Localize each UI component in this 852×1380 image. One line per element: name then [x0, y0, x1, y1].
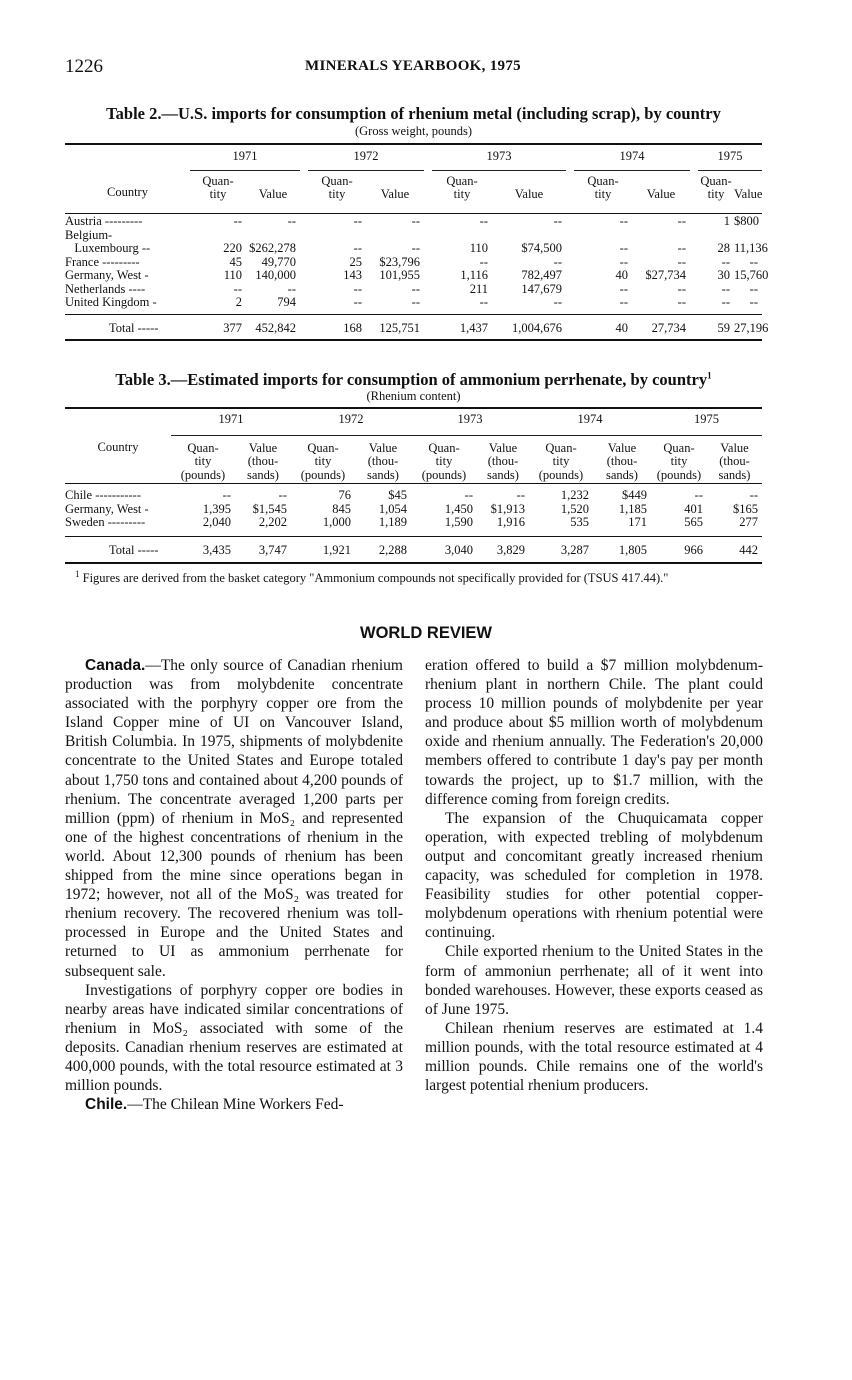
table2-data-cell: [632, 229, 690, 243]
table3-data-cell: 3,435: [202, 542, 231, 557]
table2-col-gap: [566, 296, 574, 310]
table2-data-cell: --: [353, 295, 362, 309]
table2-col-gap: [690, 215, 698, 229]
table2-qty-header: Quan- tity: [321, 173, 353, 201]
table2-country-cell: Netherlands ----: [65, 281, 146, 296]
left-paragraph: [65, 981, 403, 1096]
table2-col-gap: [424, 316, 432, 342]
running-title: MINERALS YEARBOOK, 1975: [305, 58, 521, 74]
table2-value-header: Value: [380, 186, 410, 201]
table2-col-gap: [566, 316, 574, 342]
table-row: [65, 503, 762, 517]
table2-col-gap: [566, 283, 574, 297]
table3-value-header: Value (thou- sands): [367, 440, 399, 482]
table3-data-cell: 2,040: [202, 515, 231, 529]
left-column: [65, 656, 403, 1114]
table2-col-gap: [424, 215, 432, 229]
table3-value-header: Value (thou- sands): [487, 440, 519, 482]
table2-country-cell: Luxembourg --: [65, 241, 151, 255]
table2-data-cell: 40: [615, 268, 628, 282]
right-paragraph: Chile exported rhenium to the United States in the form of ammoniun perrhenate; all of it went into bonded warehouses. However, these exports ceased as of June 1975.: [425, 943, 763, 1018]
table2-country-cell: Germany, West -: [65, 268, 149, 282]
table3-qty-header: Quan- tity (pounds): [180, 440, 226, 482]
table2-data-cell: --: [553, 295, 562, 309]
table-row: [65, 215, 762, 229]
table3-data-cell: $449: [622, 488, 647, 502]
table2-qty-header: Quan- tity: [202, 173, 234, 201]
table2-data-cell: $27,734: [645, 268, 686, 282]
table3-subtitle: (Rhenium content): [366, 389, 461, 403]
table3-data-cell: 3,040: [444, 542, 473, 557]
table2-col-gap: [690, 316, 698, 342]
table2-col-gap: [424, 296, 432, 310]
table3-data-cell: $165: [733, 501, 758, 516]
table3-data-cell: 3,747: [258, 542, 287, 557]
table2-title: Table 2.—U.S. imports for consumption of rhenium metal (including scrap), by country: [106, 104, 721, 123]
table3-data-cell: 1,395: [202, 501, 231, 516]
table2-data-cell: --: [411, 241, 420, 255]
table3-data-cell: 2,202: [258, 515, 287, 529]
table3-qty-header: Quan- tity (pounds): [538, 440, 584, 482]
table2-data-cell: [574, 229, 632, 243]
table2-data-cell: 49,770: [261, 254, 296, 269]
table3-data-cell: $1,913: [490, 501, 525, 516]
table2-data-cell: [366, 229, 424, 243]
table-row: [65, 242, 762, 256]
table2: [65, 149, 769, 342]
table3-data-cell: --: [749, 488, 758, 502]
table2-data-cell: --: [749, 281, 758, 296]
page-number: 1226: [65, 56, 103, 77]
table3-data-cell: 565: [684, 515, 703, 529]
left-paragraph: [65, 656, 403, 981]
table2-col-gap: [424, 269, 432, 283]
table3-value-header: Value (thou- sands): [606, 440, 638, 482]
table-row: [65, 269, 762, 283]
table2-data-cell: $262,278: [249, 241, 296, 255]
table3-data-cell: 1,189: [378, 515, 407, 529]
table2-data-cell: 30: [717, 268, 730, 282]
table2-data-cell: 1,116: [460, 268, 488, 282]
table2-data-cell: --: [411, 281, 420, 296]
table3-data-cell: 442: [739, 542, 758, 557]
table2-col-gap: [300, 269, 308, 283]
table2-data-cell: --: [287, 214, 296, 228]
table2-data-cell: --: [677, 241, 686, 255]
right-paragraph: eration offered to build a $7 million molybdenum-rhenium plant in northern Chile. The plant could process 10 million pounds of molybdenite per year and produce about $5 million worth of molybdenum oxide and rhenium annually. The Federation's 20,000 members offered to contribute 1 day's pay per month towards the project, up to $1.7 million, with the difference coming from foreign credits.: [425, 657, 763, 808]
table-row: [65, 516, 762, 530]
table3-data-cell: --: [464, 488, 473, 502]
table2-year-1974: 1974: [574, 150, 690, 170]
table3-data-cell: --: [222, 488, 231, 502]
table2-data-cell: 452,842: [255, 320, 296, 335]
right-column: [425, 656, 763, 1095]
table3-year-1974: 1974: [529, 413, 651, 435]
table2-total-label: Total -----: [109, 320, 159, 335]
table3-year-1973: 1973: [411, 413, 529, 435]
table3-data-cell: 1,185: [618, 501, 647, 516]
table2-country-cell: Belgium-: [65, 227, 113, 242]
table2-data-cell: --: [479, 254, 488, 269]
table2-country-cell: Austria ---------: [65, 214, 143, 228]
table2-value-header: Value: [646, 186, 676, 201]
table3-country-cell: Chile -----------: [65, 488, 141, 502]
table3-country-cell: Germany, West -: [65, 501, 149, 516]
paragraph-text: —The only source of Canadian rhenium production was from molybdenite concentrate associated with the porphyry copper ore from the Island Copper mine of UI on Vancouver Island, British Columbia. In 1975, shipments of molybdenite concentrate to the United States and Europe totaled about 1,750 tons and contained about 4,200 pounds of rhenium. The concentrate averaged 1,200 parts per million (ppm) of rhenium in MoS₂ and represented one of the highest concentrations of rhenium in the world. About 12,300 pounds of rhenium has been shipped from the mine since operations began in 1972; however, not all of the MoS₂ was treated for rhenium recovery. The recovered rhenium was toll-processed in Europe and the United States and returned to UI as ammonium perrhenate for subsequent sale.: [65, 657, 403, 980]
table2-data-cell: --: [619, 254, 628, 269]
table2-data-cell: --: [411, 295, 420, 309]
table2-col-gap: [300, 283, 308, 297]
table2-data-cell: 27,734: [651, 320, 686, 335]
table2-col-gap: [300, 256, 308, 270]
table2-data-cell: 101,955: [379, 268, 420, 282]
table3-qty-header: Quan- tity (pounds): [656, 440, 702, 482]
table3-total-label: Total -----: [109, 542, 159, 557]
table3-data-cell: 2,288: [378, 542, 407, 557]
table-row: [65, 256, 762, 270]
table2-col-gap: [690, 256, 698, 270]
table2-data-cell: $74,500: [521, 241, 562, 255]
table-row: [65, 489, 762, 503]
table2-data-cell: 140,000: [255, 268, 296, 282]
table2-data-cell: --: [677, 295, 686, 309]
table2-data-cell: 110: [223, 268, 242, 282]
paragraph-lead: Chile.: [85, 1096, 128, 1114]
table2-data-cell: 794: [277, 295, 296, 309]
table2-country-cell: United Kingdom -: [65, 295, 157, 309]
table2-data-cell: [734, 229, 762, 243]
table2-country-cell: France ---------: [65, 254, 140, 269]
table3-data-cell: $45: [388, 488, 407, 502]
table3-year-1975: 1975: [651, 413, 762, 435]
table3-qty-header: Quan- tity (pounds): [300, 440, 346, 482]
table2-col-gap: [566, 269, 574, 283]
table3: [65, 413, 762, 564]
table2-data-cell: 1,437: [459, 320, 488, 335]
table2-data-cell: 143: [343, 268, 362, 282]
table3-country-cell: Sweden ---------: [65, 515, 146, 529]
table2-total-row: [65, 316, 762, 342]
table2-data-cell: 125,751: [379, 320, 420, 335]
paragraph-lead: Canada.: [85, 657, 146, 674]
table2-data-cell: 211: [469, 281, 488, 296]
table2-data-cell: --: [749, 254, 758, 269]
paragraph-text: Investigations of porphyry copper ore bodies in nearby areas have indicated similar concentrations of rhenium in MoS₂ associated with some of the deposits. Canadian rhenium reserves are estimated at 400,000 pounds, with the total resource estimated at 3 million pounds.: [65, 981, 403, 1095]
table3-country-header: Country: [97, 440, 139, 454]
table2-col-gap: [300, 229, 308, 243]
table2-data-cell: --: [619, 281, 628, 296]
table2-data-cell: --: [479, 214, 488, 228]
table2-year-1973: 1973: [432, 150, 566, 170]
table2-data-cell: [246, 229, 300, 243]
table3-data-cell: 1,450: [444, 501, 473, 516]
table3-year-1971: 1971: [171, 413, 291, 435]
table3-data-cell: 3,829: [496, 542, 525, 557]
table3-data-cell: 1,232: [560, 488, 589, 502]
table2-data-cell: --: [353, 214, 362, 228]
table2-data-cell: --: [411, 214, 420, 228]
table3-qty-header: Quan- tity (pounds): [421, 440, 467, 482]
table3-value-header: Value (thou- sands): [718, 440, 751, 482]
table3-footnote: $^1$ Figures are derived from the basket category "Ammonium compounds not specifically provided for (TSUS 417.44).": [75, 569, 669, 586]
table3-data-cell: 277: [739, 515, 758, 529]
table2-data-cell: 1: [723, 214, 730, 228]
table2-col-gap: [690, 296, 698, 310]
table-row: [65, 283, 762, 297]
table3-data-cell: 401: [684, 501, 703, 516]
table2-data-cell: 45: [229, 254, 242, 269]
table2-data-cell: 59: [717, 320, 730, 335]
table2-data-cell: 110: [469, 241, 488, 255]
table3-top-rule: [65, 407, 762, 409]
table2-col-gap: [690, 242, 698, 256]
table2-data-cell: --: [677, 214, 686, 228]
page-header: [65, 56, 765, 80]
table2-data-cell: --: [233, 214, 242, 228]
table2-year-1972: 1972: [308, 150, 424, 170]
table2-data-cell: --: [553, 254, 562, 269]
table2-qty-header: Quan- tity: [587, 173, 619, 201]
table2-data-cell: --: [353, 241, 362, 255]
table2-qty-header: Quan- tity: [446, 173, 478, 201]
table2-data-cell: $800: [734, 214, 759, 228]
table2-col-gap: [690, 229, 698, 243]
table2-data-cell: 15,760: [734, 268, 769, 282]
table2-data-cell: --: [619, 214, 628, 228]
table2-data-cell: --: [677, 281, 686, 296]
table2-data-cell: [190, 229, 246, 243]
table2-data-cell: --: [721, 281, 730, 296]
table2-col-gap: [300, 296, 308, 310]
table2-value-header: Value: [258, 186, 288, 201]
table3-data-cell: 966: [684, 542, 703, 557]
table3-year-1972: 1972: [291, 413, 411, 435]
table3-data-cell: $1,545: [252, 501, 287, 516]
table2-data-cell: --: [353, 281, 362, 296]
table2-col-gap: [300, 170, 308, 212]
table2-data-cell: 25: [349, 254, 362, 269]
table2-value-header: Value: [734, 186, 763, 201]
table2-data-cell: 1,004,676: [512, 320, 562, 335]
table2-data-cell: [492, 229, 566, 243]
table2-data-cell: --: [749, 295, 758, 309]
table2-data-cell: 40: [615, 320, 628, 335]
table2-data-cell: 220: [223, 241, 242, 255]
table3-data-cell: 845: [332, 501, 351, 516]
table2-col-gap: [424, 283, 432, 297]
table3-data-cell: --: [694, 488, 703, 502]
table2-data-cell: --: [479, 295, 488, 309]
table2-data-cell: 377: [223, 320, 242, 335]
table3-data-cell: 1,805: [618, 542, 647, 557]
table2-data-cell: [308, 229, 366, 243]
table3-data-cell: 1,000: [322, 515, 351, 529]
table3-data-cell: 76: [338, 488, 351, 502]
table2-data-cell: 28: [717, 241, 730, 255]
table2-data-cell: 2: [235, 295, 242, 309]
table3-data-cell: --: [516, 488, 525, 502]
table3-title: Table 3.—Estimated imports for consumption of ammonium perrhenate, by country$^1$: [115, 370, 712, 389]
table3-data-cell: 1,921: [322, 542, 351, 557]
table3-data-cell: 171: [628, 515, 647, 529]
table2-col-gap: [300, 215, 308, 229]
table2-col-gap: [690, 283, 698, 297]
table2-data-cell: 11,136: [734, 241, 768, 255]
table2-qty-header: Quan- tity: [700, 173, 732, 201]
table3-data-cell: 3,287: [560, 542, 589, 557]
table2-col-gap: [424, 170, 432, 212]
table2-country-header: Country: [107, 185, 148, 200]
table3-data-cell: 1,916: [496, 515, 525, 529]
table2-year-1975: 1975: [698, 150, 762, 170]
table3-total-row: [65, 538, 762, 564]
table2-col-gap: [566, 242, 574, 256]
table2-col-gap: [424, 242, 432, 256]
table2-data-cell: [698, 229, 734, 243]
table2-data-cell: 147,679: [521, 281, 562, 296]
table2-col-gap: [566, 215, 574, 229]
table2-data-cell: --: [233, 281, 242, 296]
table2-col-gap: [424, 229, 432, 243]
right-paragraph: Chilean rhenium reserves are estimated at 1.4 million pounds, with the total resource estimated at 4 million pounds. Chile remains one of the world's largest potential rhenium producers.: [425, 1019, 763, 1095]
table3-data-cell: 535: [570, 515, 589, 529]
table2-col-gap: [566, 170, 574, 212]
left-paragraph: [65, 1095, 403, 1114]
table2-top-rule: [65, 143, 762, 145]
table3-value-header: Value (thou- sands): [247, 440, 279, 482]
table3-data-cell: 1,590: [444, 515, 473, 529]
table3-data-cell: --: [278, 488, 287, 502]
table2-data-cell: --: [619, 295, 628, 309]
table2-data-cell: --: [553, 214, 562, 228]
right-paragraph: The expansion of the Chuquicamata copper operation, with expected trebling of molybdenum output and concomitant greatly increased rhenium capacity, was scheduled for completion in 1978. Feasibility studies for other potential copper-molybdenum operations with rhenium potential were continuing.: [425, 809, 763, 942]
table2-data-cell: --: [619, 241, 628, 255]
table2-data-cell: 168: [343, 320, 362, 335]
table2-data-cell: --: [287, 281, 296, 296]
table2-col-gap: [690, 269, 698, 283]
table-row: [65, 296, 762, 310]
table2-data-cell: --: [721, 254, 730, 269]
table-row: [65, 229, 762, 243]
table3-data-cell: 1,054: [378, 501, 407, 516]
table2-col-gap: [424, 256, 432, 270]
table2-data-cell: --: [677, 254, 686, 269]
section-heading: WORLD REVIEW: [360, 624, 492, 642]
table2-subtitle: (Gross weight, pounds): [354, 124, 472, 138]
table2-data-cell: 27,196: [734, 320, 769, 335]
table2-year-1971: 1971: [190, 150, 300, 170]
table2-data-cell: --: [721, 295, 730, 309]
paragraph-text: —The Chilean Mine Workers Fed-: [127, 1096, 344, 1114]
table3-data-cell: 1,520: [560, 501, 589, 516]
table2-col-gap: [566, 256, 574, 270]
table2-data-cell: 782,497: [521, 268, 562, 282]
table2-data-cell: $23,796: [379, 254, 420, 269]
table2-col-gap: [300, 316, 308, 342]
table2-value-header: Value: [514, 186, 544, 201]
table2-col-gap: [566, 229, 574, 243]
table2-data-cell: [432, 229, 492, 243]
table2-col-gap: [300, 242, 308, 256]
table2-col-gap: [690, 170, 698, 212]
